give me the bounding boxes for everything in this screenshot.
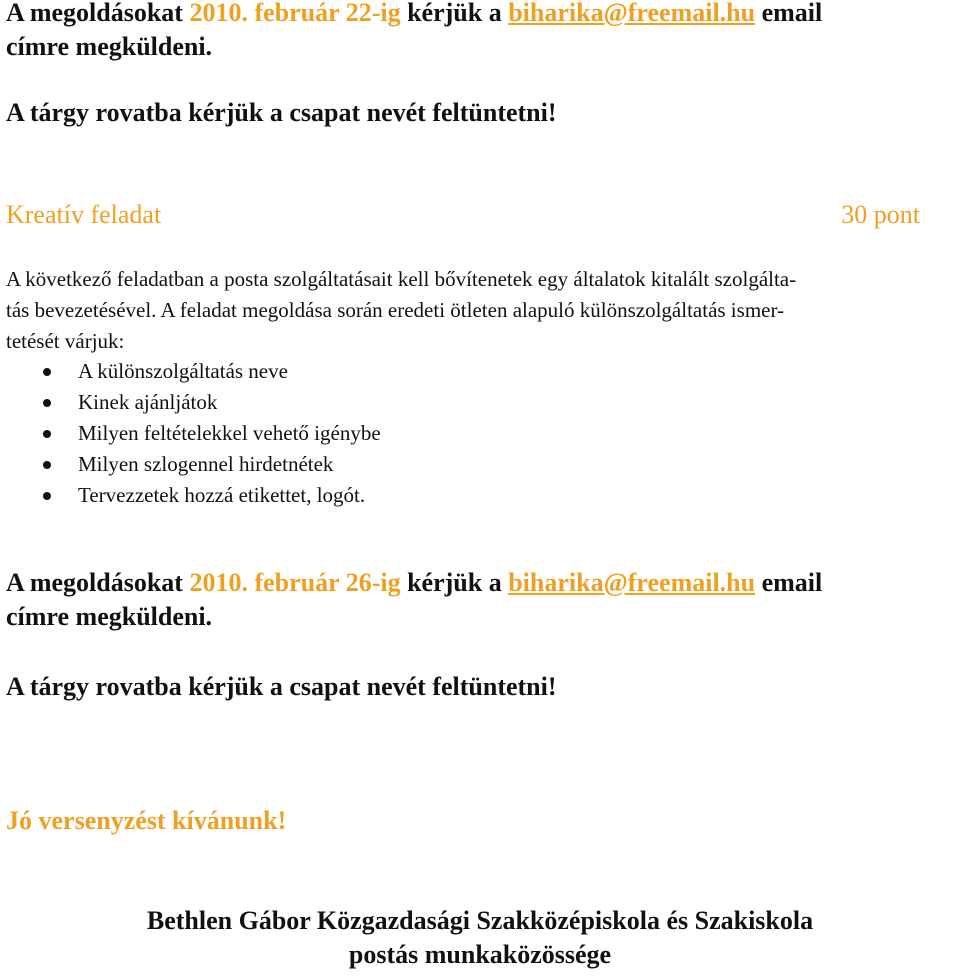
list-item: Kinek ajánljátok: [40, 387, 381, 418]
list-item: Milyen feltételekkel vehető igénybe: [40, 418, 381, 449]
signature-school: Bethlen Gábor Közgazdasági Szakközépiskola és Szakiskola: [146, 906, 814, 935]
deadline-suffix: email: [755, 568, 823, 597]
subject-note-second: A tárgy rovatba kérjük a csapat nevét feltüntetni!: [6, 672, 557, 701]
task-paragraph-line-1: A következő feladatban a posta szolgáltatásait kell bővítenetek egy általatok kitalált szolgálta-: [6, 267, 797, 291]
list-item: A különszolgáltatás neve: [40, 356, 381, 387]
task-points: 30 pont: [841, 200, 920, 229]
subject-note: A tárgy rovatba kérjük a csapat nevét feltüntetni!: [6, 98, 557, 127]
deadline-suffix: email: [755, 0, 823, 27]
email-link[interactable]: biharika@freemail.hu: [508, 0, 756, 27]
bullet-icon: [43, 492, 51, 500]
task-title: Kreatív feladat: [6, 200, 162, 229]
bullet-icon: [43, 461, 51, 469]
signature-team: postás munkaközössége: [348, 940, 612, 969]
bullet-icon: [43, 399, 51, 407]
bullet-icon: [43, 430, 51, 438]
deadline-line-1-second: [6, 568, 822, 598]
deadline-line-1: [6, 0, 822, 28]
deadline-prefix: A megoldásokat: [6, 568, 190, 597]
deadline-date: 2010. február 26-ig: [189, 568, 401, 597]
email-link[interactable]: biharika@freemail.hu: [508, 568, 756, 597]
deadline-date: 2010. február 22-ig: [189, 0, 401, 27]
list-item: Tervezzetek hozzá etikettet, logót.: [40, 480, 381, 511]
bullet-icon: [43, 368, 51, 376]
deadline-request: kérjük a: [400, 568, 509, 597]
deadline-request: kérjük a: [400, 0, 509, 27]
deadline-line-2-second: címre megküldeni.: [6, 602, 213, 631]
list-item: Milyen szlogennel hirdetnétek: [40, 449, 381, 480]
deadline-line-2: címre megküldeni.: [6, 32, 213, 61]
task-paragraph-line-2: tás bevezetésével. A feladat megoldása során eredeti ötleten alapuló különszolgáltatás ismer-: [6, 298, 785, 322]
requirement-list: [40, 356, 381, 511]
task-paragraph-line-3: tetését várjuk:: [6, 329, 125, 353]
closing-wish: Jó versenyzést kívánunk!: [6, 806, 287, 835]
deadline-prefix: A megoldásokat: [6, 0, 190, 27]
